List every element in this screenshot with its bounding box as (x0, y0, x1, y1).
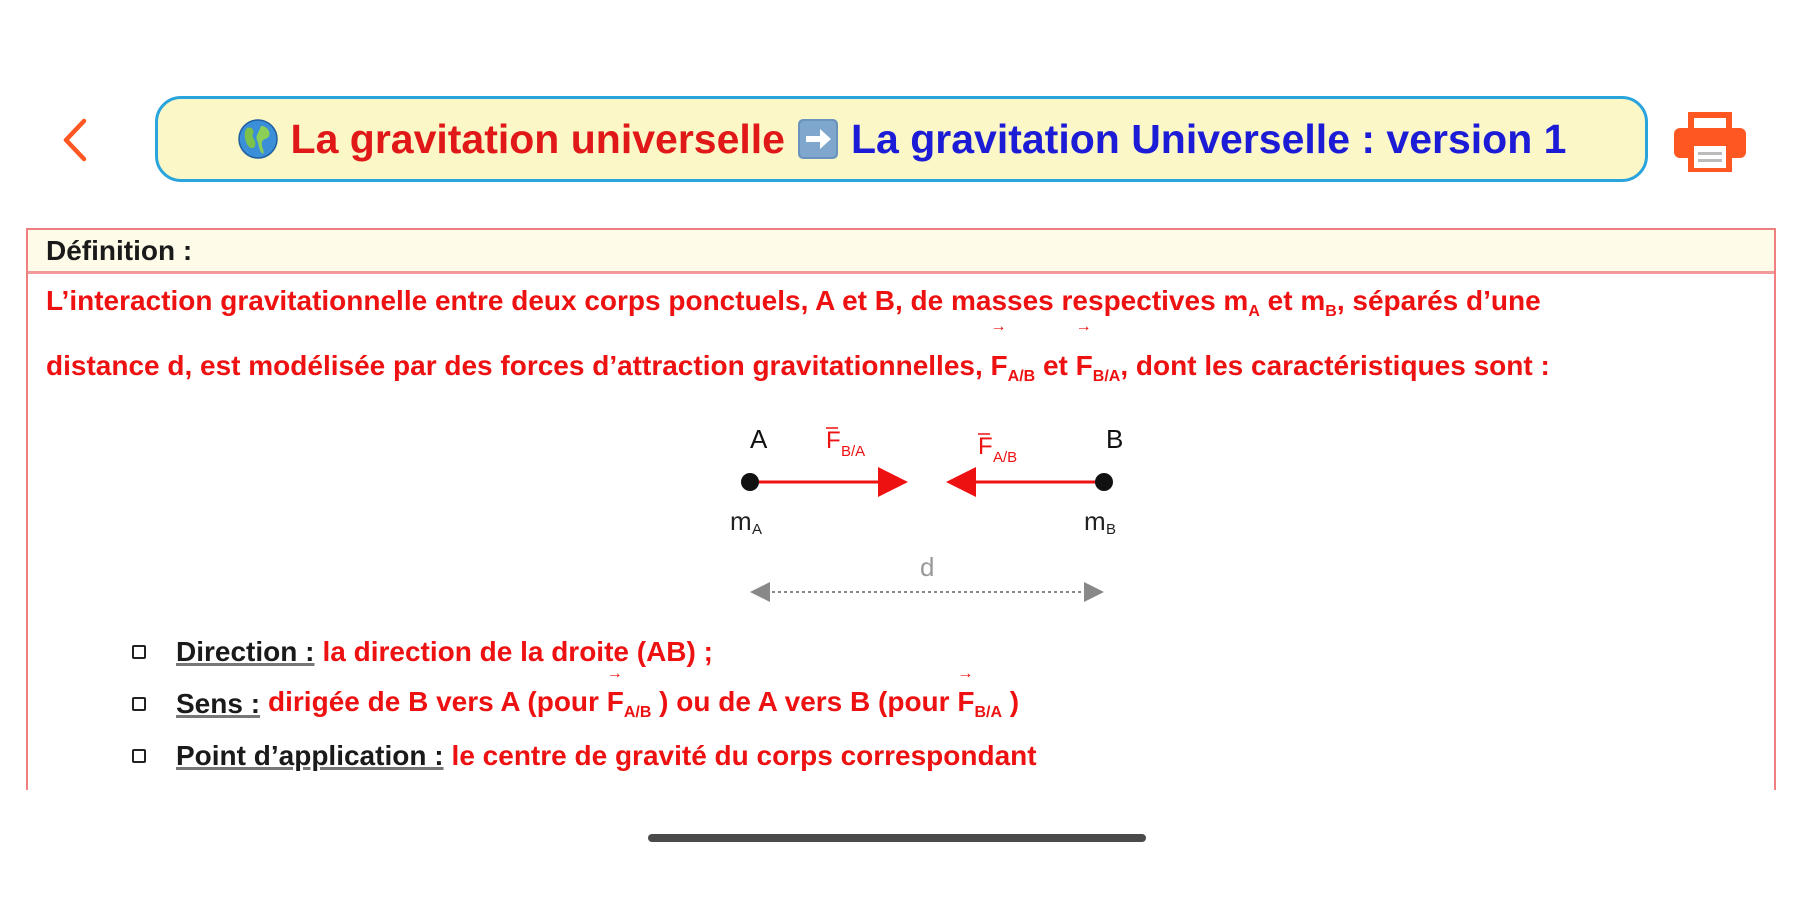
svg-text:A/B: A/B (993, 449, 1018, 466)
mass-point-a (741, 473, 759, 491)
distance-label: d (920, 552, 935, 582)
paragraph-line-1: L’interaction gravitationnelle entre deux corps ponctuels, A et B, de masses respectives $m_A$ et $m_B$, séparés d’une (46, 285, 1541, 320)
back-button[interactable] (55, 112, 95, 168)
point-b-label: B (1106, 424, 1124, 454)
vector-f-b-a: → $F_{B/A}$ (1076, 339, 1121, 404)
list-item-point-application: Point d’application : le centre de gravité du corps correspondant (108, 730, 1037, 782)
print-button[interactable] (1670, 108, 1750, 174)
right-arrow-box-icon (797, 118, 839, 160)
home-indicator[interactable] (648, 834, 1146, 842)
paragraph-line-2: distance d, est modélisée par des forces d’attraction gravitationnelles, → $F_{A/B}$ et → $F_{B/A}$, dont les caractéristiques sont : (46, 339, 1758, 404)
lesson-title: La gravitation Universelle : version 1 (850, 115, 1567, 162)
gravitation-force-diagram (708, 410, 1148, 630)
printer-icon (1670, 108, 1750, 174)
force-label-b-on-a (826, 427, 865, 460)
svg-text:B: B (1106, 521, 1117, 538)
chapter-title: La gravitation universelle (290, 115, 785, 162)
force-label-a-on-b (978, 433, 1017, 466)
chevron-left-icon (60, 117, 90, 163)
point-a-label: A (750, 424, 768, 454)
svg-text:F: F (826, 427, 841, 454)
svg-text:m: m (730, 506, 752, 536)
definition-heading: Définition : (28, 230, 1774, 274)
vector-f-a-b: → $F_{A/B}$ (991, 339, 1036, 404)
mass-a-label (730, 506, 762, 538)
mass-b-label (1084, 506, 1116, 538)
square-bullet-icon (132, 645, 146, 659)
square-bullet-icon (132, 697, 146, 711)
globe-icon (237, 118, 279, 160)
characteristics-list (108, 626, 1037, 782)
definition-card (26, 228, 1776, 790)
svg-text:F: F (978, 433, 993, 460)
svg-text:m: m (1084, 506, 1106, 536)
square-bullet-icon (132, 749, 146, 763)
definition-paragraph (28, 274, 1774, 404)
mass-point-b (1095, 473, 1113, 491)
vector-f-b-a: → $F_{B/A}$ (957, 686, 1002, 722)
lesson-title-banner (155, 96, 1648, 182)
list-item-sens: Sens : dirigée de B vers A (pour → $F_{A/B}$ ) ou de A vers B (pour → $F_{B/A}$ ) (108, 678, 1037, 730)
list-item-direction: Direction : la direction de la droite (AB) ; (108, 626, 1037, 678)
svg-text:B/A: B/A (841, 443, 866, 460)
vector-f-a-b: → $F_{A/B}$ (607, 686, 652, 722)
svg-text:A: A (752, 521, 763, 538)
